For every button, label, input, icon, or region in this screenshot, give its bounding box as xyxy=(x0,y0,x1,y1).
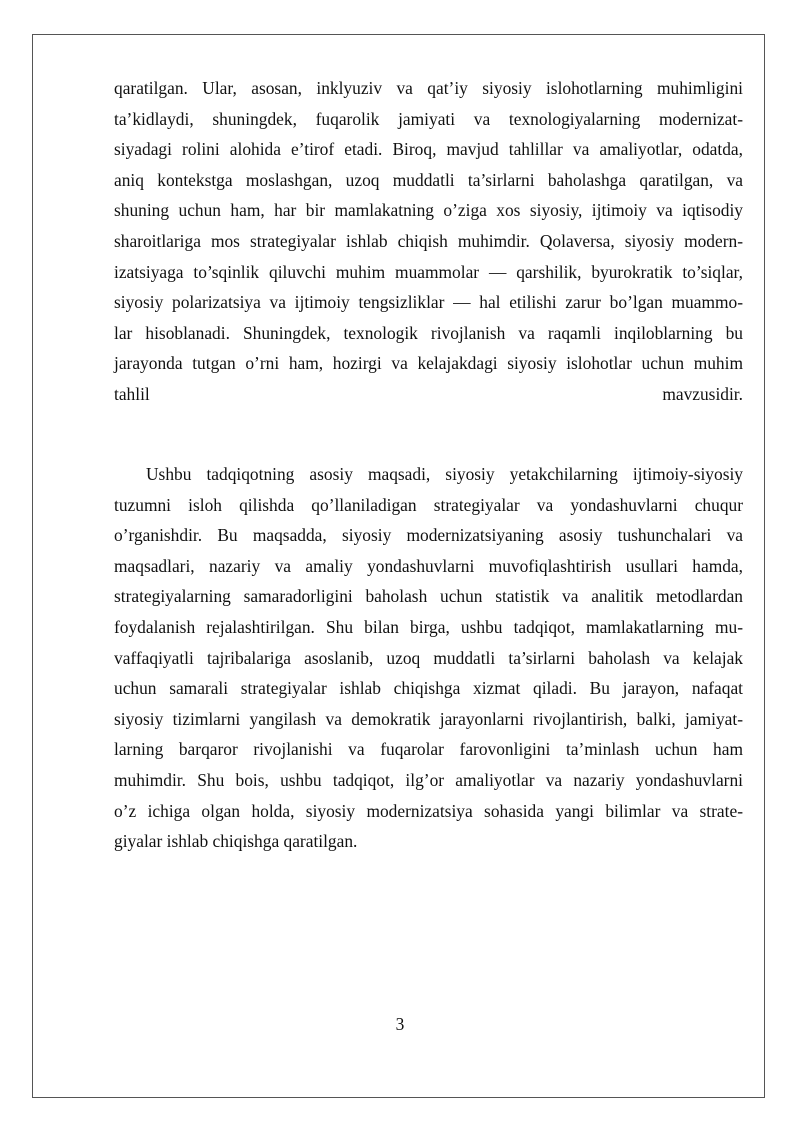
paragraph-2-line: tuzumni isloh qilishda qo’llaniladigan strategiyalar va yondashuvlarni chuqur xyxy=(114,494,743,515)
paragraph-1-line: lar hisoblanadi. Shuningdek, texnologik rivojlanish va raqamli inqiloblarning bu xyxy=(114,322,743,343)
paragraph-1-line: ta’kidlaydi, shuningdek, fuqarolik jamiyati va texnologiyalarning modernizat- xyxy=(114,108,743,129)
paragraph-1-line: aniq kontekstga moslashgan, uzoq muddatli ta’sirlarni baholashga qaratilgan, va xyxy=(114,169,743,190)
paragraph-2-line: o’rganishdir. Bu maqsadda, siyosiy modernizatsiyaning asosiy tushunchalari va xyxy=(114,525,743,546)
paragraph-1-line: sharoitlariga mos strategiyalar ishlab chiqish muhimdir. Qolaversa, siyosiy modern- xyxy=(114,230,743,251)
paragraph-1-line: izatsiyaga to’sqinlik qiluvchi muhim muammolar — qarshilik, byurokratik to’siqlar, xyxy=(114,261,743,282)
paragraph-1 xyxy=(114,73,743,410)
word: mavzusidir. xyxy=(662,383,743,404)
paragraph-2-line: Ushbu tadqiqotning asosiy maqsadi, siyosiy yetakchilarning ijtimoiy-siyosiy xyxy=(146,464,743,484)
paragraph-2-line: o’z ichiga olgan holda, siyosiy modernizatsiya sohasida yangi bilimlar va strate- xyxy=(114,800,743,821)
paragraph-1-line: shuning uchun ham, har bir mamlakatning o’ziga xos siyosiy, ijtimoiy va iqtisodiy xyxy=(114,200,743,221)
paragraph-2-line: muhimdir. Shu bois, ushbu tadqiqot, ilg’or amaliyotlar va nazariy yondashuvlarni xyxy=(114,769,743,790)
paragraph-2-last-line: giyalar ishlab chiqishga qaratilgan. xyxy=(114,831,358,852)
paragraph-1-last-line xyxy=(114,379,743,410)
paragraph-2-line: maqsadlari, nazariy va amaliy yondashuvlarni muvofiqlashtirish usullari hamda, xyxy=(114,555,743,576)
paragraph-1-line: siyadagi rolini alohida e’tirof etadi. Biroq, mavjud tahlillar va amaliyotlar, odatda, xyxy=(114,139,743,160)
paragraph-1-line: qaratilgan. Ular, asosan, inklyuziv va qat’iy siyosiy islohotlarning muhimligini xyxy=(114,78,743,98)
word: tahlil xyxy=(114,383,150,404)
paragraph-2-line: uchun samarali strategiyalar ishlab chiqishga xizmat qiladi. Bu jarayon, nafaqat xyxy=(114,678,743,699)
paragraph-1-line: siyosiy polarizatsiya va ijtimoiy tengsizliklar — hal etilishi zarur bo’lgan muammo- xyxy=(114,292,743,313)
page-number: 3 xyxy=(395,1014,405,1034)
paragraph-2-line: strategiyalarning samaradorligini baholash uchun statistik va analitik metodlardan xyxy=(114,586,743,607)
paragraph-2-line: larning barqaror rivojlanishi va fuqarolar farovonligini ta’minlash uchun ham xyxy=(114,739,743,760)
paragraph-2-line: siyosiy tizimlarni yangilash va demokratik jarayonlarni rivojlantirish, balki, jamiyat- xyxy=(114,708,743,729)
paragraph-2-line: vaffaqiyatli tajribalariga asoslanib, uzoq muddatli ta’sirlarni baholash va kelajak xyxy=(114,647,743,668)
paragraph-2-line: foydalanish rejalashtirilgan. Shu bilan birga, ushbu tadqiqot, mamlakatlarning mu- xyxy=(114,616,743,637)
paragraph-1-line: jarayonda tutgan o’rni ham, hozirgi va kelajakdagi siyosiy islohotlar uchun muhim xyxy=(114,353,743,374)
paragraph-2 xyxy=(114,459,743,857)
